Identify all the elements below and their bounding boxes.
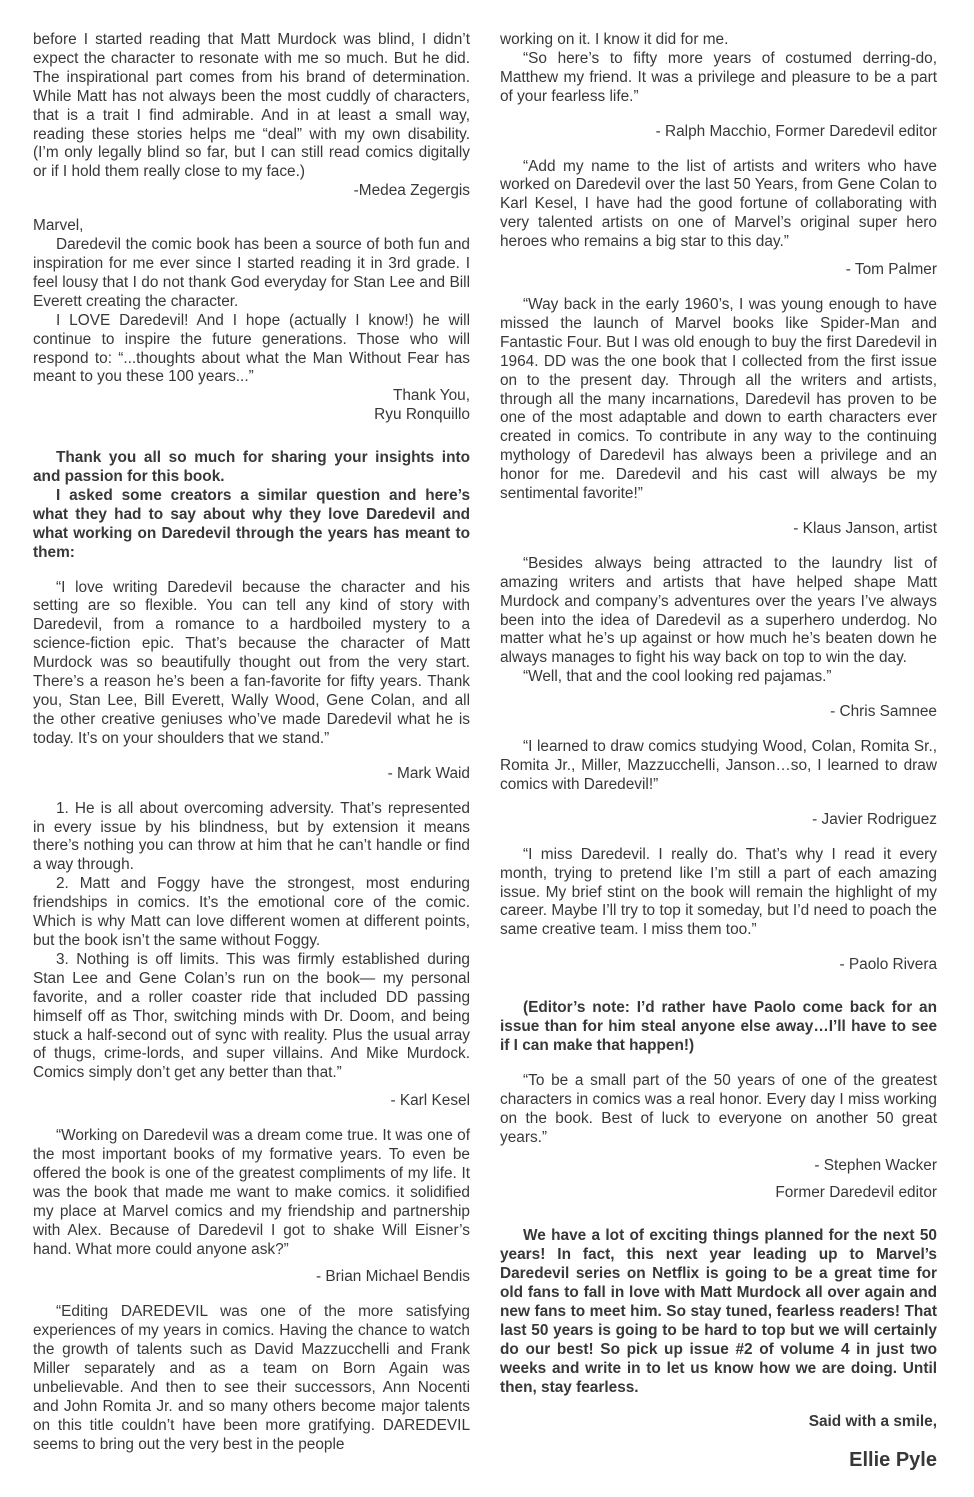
editor-reply-paragraph: I asked some creators a similar question and here’s what they had to say about why they love Daredevil and what working on Daredevil through the years has meant to them: [33, 486, 470, 561]
creator-quote-brian-michael-bendis: “Working on Daredevil was a dream come true. It was one of the most important books of my formative years. To even be offered the book is one of the greatest compliments of my life. It was the book that made me want to make comics. it solidified my place at Marvel comics and my friendship and partnership with Alex. Because of Daredevil I got to shake Will Eisner’s hand. What more could anyone ask?” [33, 1127, 470, 1258]
creator-quote-chris-samnee: “Well, that and the cool looking red pajamas.” [523, 668, 832, 686]
creator-quote-javier-rodriguez: “I learned to draw comics studying Wood, Colan, Romita Sr., Romita Jr., Miller, Mazzucchelli, Janson…so, I learned to draw comics with Daredevil!” [500, 738, 937, 793]
creator-quote-mark-waid: “I love writing Daredevil because the character and his setting are so flexible. You can tell any kind of story with Daredevil, from a romance to a hardboiled mystery to a science-fiction epic. That’s because the character of Matt Murdock was so beautifully thought out from the very start. There’s a reason he’s been a fan-favorite for fifty years. Thank you, Stan Lee, Bill Everett, Wally Wood, Gene Colan, and all the other creative geniuses who’ve made Daredevil what he is today. It’s on your shoulders that we stand.” [33, 578, 470, 747]
signature-ellie-pyle: Ellie Pyle [849, 1449, 937, 1472]
creator-quote-karl-kesel-item: 2. Matt and Foggy have the strongest, most enduring friendships in comics. It’s the emotional core of the comic. Which is why Matt can love different women at different points, but the book isn’t the same without Foggy. [33, 875, 470, 949]
creator-quote-ralph-macchio-part1: “Editing DAREDEVIL was one of the more satisfying experiences of my years in comics. Having the chance to watch the growth of talents such as David Mazzucchelli and Frank Miller separately and as a team on Born Again was unbelievable. And then to see their successors, Ann Nocenti and John Romita Jr. and so many others become major talents on this title couldn’t have been more gratifying. DAREDEVIL seems to bring out the very best in the people [33, 1303, 470, 1453]
signature-mark-waid: - Mark Waid [387, 764, 470, 782]
editor-note: (Editor’s note: I’d rather have Paolo come back for an issue than for him steal anyone else away…I’ll have to see if I can make that happen!) [500, 999, 937, 1054]
signature-javier-rodriguez: - Javier Rodriguez [812, 810, 937, 828]
signature-ryu-ronquillo: Ryu Ronquillo [374, 406, 470, 424]
signature-medea-zegergis: -Medea Zegergis [353, 182, 470, 200]
creator-quote-stephen-wacker: “To be a small part of the 50 years of one of the greatest characters in comics was a real honor. Every day I miss working on the book. Best of luck to everyone on another 50 great years.” [500, 1071, 937, 1146]
signature-ralph-macchio: - Ralph Macchio, Former Daredevil editor [655, 122, 937, 140]
signature-paolo-rivera: - Paolo Rivera [839, 956, 937, 974]
creator-quote-chris-samnee: “Besides always being attracted to the laundry list of amazing writers and artists that have helped shape Matt Murdock and company’s adventures over the years I’ve always been into the idea of Daredevil as a superhero underdog. No matter what he’s up against or how much he’s beaten down he always manages to fight his way back on top to win the day. [500, 554, 937, 667]
fan-letter-paragraph: Daredevil the comic book has been a source of both fun and inspiration for me ever since I started reading it in 3rd grade. I feel lousy that I do not thank God everyday for Stan Lee and Bill Everett creating the character. [33, 236, 470, 310]
creator-quote-ralph-macchio-part2: working on it. I know it did for me. [500, 31, 729, 48]
right-column [500, 31, 937, 1481]
signature-klaus-janson: - Klaus Janson, artist [793, 519, 937, 537]
signature-stephen-wacker: - Stephen Wacker [814, 1156, 937, 1174]
creator-quote-paolo-rivera: “I miss Daredevil. I really do. That’s why I read it every month, trying to pretend like I’m still a part of each amazing issue. My brief stint on the book will remain the highlight of my career. Maybe I’ll try to top it someday, but I’d need to poach the same creative team. I miss them too.” [500, 845, 937, 939]
signature-stephen-wacker-title: Former Daredevil editor [775, 1184, 937, 1202]
signature-thank-you: Thank You, [392, 387, 470, 405]
signature-tom-palmer: - Tom Palmer [845, 261, 937, 279]
creator-quote-klaus-janson: “Way back in the early 1960’s, I was young enough to have missed the launch of Marvel books like Spider-Man and Fantastic Four. But I was old enough to buy the first Daredevil in 1964. DD was the one book that I collected from the first issue on to the present day. Through all the writers and artists, through all the many incarnations, Daredevil has proven to be one of the most adaptable and down to earth characters ever created in comics. To contribute in any way to the continuing mythology of Daredevil has always been a privilege and an honor for me. Daredevil and his cast will always be my sentimental favorite!” [500, 295, 937, 503]
fan-letter-paragraph: I LOVE Daredevil! And I hope (actually I know!) he will continue to inspire the future generations. Those who will respond to: “...thoughts about what the Man Without Fear has meant to you these 100 years...” [33, 311, 470, 386]
left-column [33, 31, 470, 1455]
fan-letter-continuation: before I started reading that Matt Murdock was blind, I didn’t expect the character to resonate with me so much. But he did. The inspirational part comes from his brand of determination. While Matt has not always been the most cuddly of characters, that is a trait I find admirable. And in at least a small way, reading these stories helps me “deal” with my own disability. (I’m only legally blind so far, but I can still read comics digitally or if I hold them really close to my face.) [33, 31, 470, 181]
creator-quote-karl-kesel-item: 1. He is all about overcoming adversity. That’s represented in every issue by his blindness, but by extension it means there’s nothing you can throw at him that he can’t handle or find a way through. [33, 799, 470, 874]
signature-chris-samnee: - Chris Samnee [830, 703, 937, 721]
signature-karl-kesel: - Karl Kesel [390, 1092, 470, 1110]
fan-letter-salutation: Marvel, [33, 217, 84, 235]
creator-quote-ralph-macchio-part2: “So here’s to fifty more years of costumed derring-do, Matthew my friend. It was a privilege and pleasure to be a part of your fearless life.” [500, 49, 937, 105]
creator-quote-tom-palmer: “Add my name to the list of artists and writers who have worked on Daredevil over the last 50 Years, from Gene Colan to Karl Kesel, I have had the good fortune of collaborating with very talented artists on one of Marvel’s original super hero heroes who remains a big star to this day.” [500, 157, 937, 251]
editor-reply-paragraph: Thank you all so much for sharing your insights into and passion for this book. [33, 449, 470, 486]
signature-brian-michael-bendis: - Brian Michael Bendis [316, 1268, 470, 1286]
editor-closing-paragraph: We have a lot of exciting things planned for the next 50 years! In fact, this next year leading up to Marvel’s Daredevil series on Netflix is going to be a great time for old fans to fall in love with Matt Murdock all over again and new fans to meet him. So stay tuned, fearless readers! That last 50 years is going to be hard to top but we will certainly do our best! So pick up issue #2 of volume 4 in just two weeks and write in to let us know how we are doing. Until then, stay fearless. [500, 1227, 937, 1396]
signature-said-with-a-smile: Said with a smile, [808, 1413, 937, 1431]
creator-quote-karl-kesel-item: 3. Nothing is off limits. This was firmly established during Stan Lee and Gene Colan’s run on the book— my personal favorite, and a roller coaster ride that included DD passing himself off as Thor, switching minds with Dr. Doom, and being stuck a half-second out of sync with reality. Plus the usual array of thugs, crime-lords, and super villains. And Mike Murdock. Comics simply don’t get any better than that.” [33, 950, 470, 1082]
